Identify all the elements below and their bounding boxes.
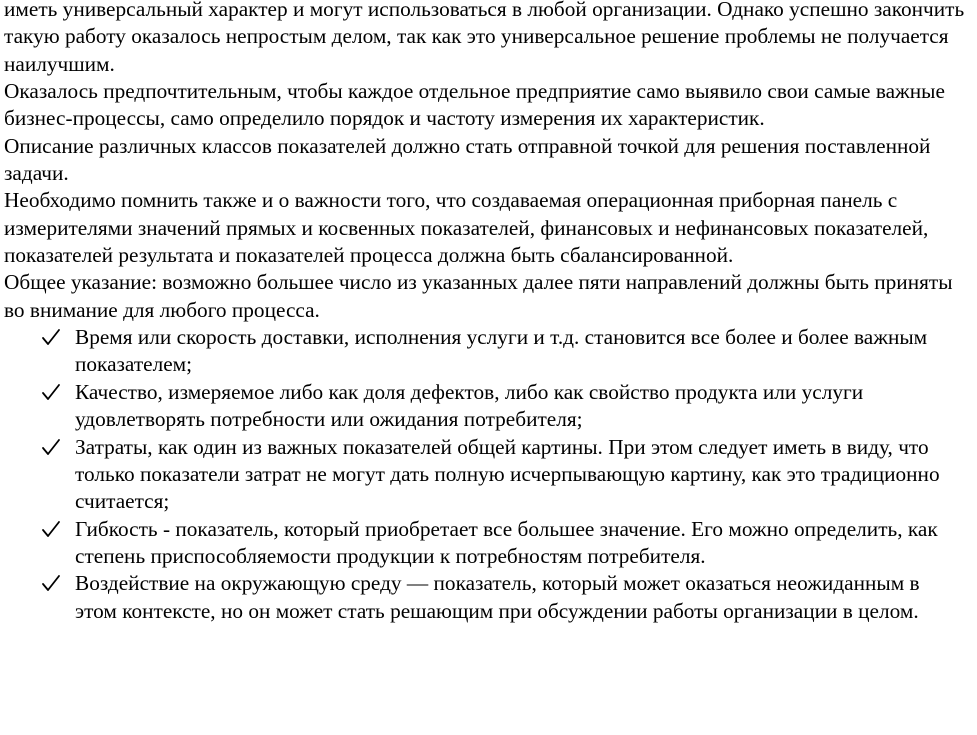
checkmark-icon	[40, 324, 62, 351]
criteria-list	[4, 324, 966, 625]
document-body	[4, 0, 966, 625]
list-item-text: Затраты, как один из важных показателей общей картины. При этом следует иметь в виду, что только показатели затрат не могут дать полную исчерпывающую картину, как это традиционно считается;	[75, 434, 940, 514]
paragraph-4: Необходимо помнить также и о важности того, что создаваемая операционная приборная панель с измерителями значений прямых и косвенных показателей, финансовых и нефинансовых показателей, показателей результата и показателей процесса должна быть сбалансированной.	[4, 188, 929, 268]
list-item	[4, 379, 966, 434]
checkmark-icon	[40, 570, 62, 597]
paragraph-1: иметь универсальный характер и могут использоваться в любой организации. Однако успешно закончить такую работу оказалось непростым делом, так как это универсальное решение проблемы не получается наилучшим.	[4, 0, 965, 76]
list-item	[4, 570, 966, 625]
list-item-text: Качество, измеряемое либо как доля дефектов, либо как свойство продукта или услуги удовлетворять потребности или ожидания потребителя;	[75, 379, 864, 432]
paragraph-2: Оказалось предпочтительным, чтобы каждое отдельное предприятие само выявило свои самые важные бизнес-процессы, само определило порядок и частоту измерения их характеристик.	[4, 79, 945, 131]
checkmark-icon	[40, 434, 62, 461]
paragraph-3: Описание различных классов показателей должно стать отправной точкой для решения поставленной задачи.	[4, 133, 931, 186]
checkmark-icon	[40, 379, 62, 406]
list-item	[4, 434, 966, 516]
checkmark-icon	[40, 516, 62, 543]
list-item	[4, 324, 966, 379]
list-item-text: Воздействие на окружающую среду — показатель, который может оказаться неожиданным в этом контексте, но он может стать решающим при обсуждении работы организации в целом.	[75, 571, 920, 623]
list-item-text: Время или скорость доставки, исполнения услуги и т.д. становится все более и более важным показателем;	[75, 325, 928, 377]
paragraph-5: Общее указание: возможно большее число из указанных далее пяти направлений должны быть приняты во внимание для любого процесса.	[4, 270, 953, 322]
list-item	[4, 516, 966, 571]
list-item-text: Гибкость - показатель, который приобретает все большее значение. Его можно определить, как степень приспособляемости продукции к потребностям потребителя.	[75, 516, 938, 568]
